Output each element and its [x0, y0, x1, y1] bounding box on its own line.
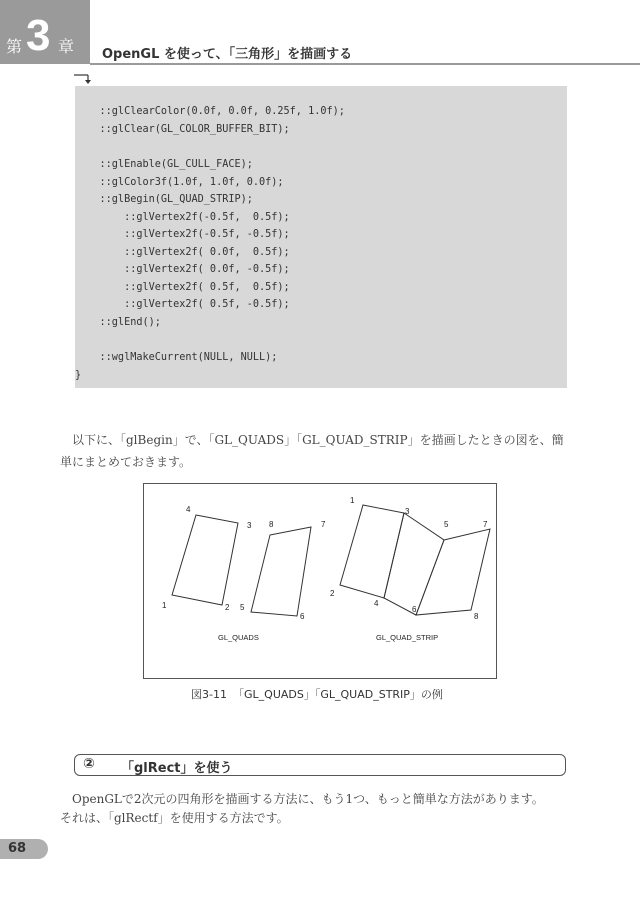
- code-line: ::glVertex2f( 0.0f, 0.5f);: [75, 247, 290, 258]
- code-line: ::glEnable(GL_CULL_FACE);: [75, 159, 253, 170]
- code-line: ::glVertex2f( 0.5f, -0.5f);: [75, 299, 290, 310]
- figure-caption: [0, 686, 640, 702]
- vertex-label: 1: [350, 496, 355, 505]
- code-block: [75, 86, 567, 388]
- strip-segment-3: [416, 529, 490, 615]
- vertex-label: 2: [225, 603, 230, 612]
- page-number-tab: [0, 839, 48, 859]
- code-line: ::glClear(GL_COLOR_BUFFER_BIT);: [75, 124, 290, 135]
- code-line: ::glEnd();: [75, 317, 161, 328]
- section-title: 「glRect」を使う: [121, 761, 233, 776]
- vertex-label: 3: [405, 507, 410, 516]
- section-number: ②: [83, 756, 95, 772]
- vertex-label: 4: [186, 505, 191, 514]
- body-paragraph-line: OpenGLで2次元の四角形を描画する方法に、もう1つ、もっと簡単な方法があります。: [60, 792, 544, 806]
- vertex-label: 1: [162, 601, 167, 610]
- strip-segment-1: [340, 505, 404, 598]
- page-number: 68: [8, 841, 27, 856]
- figure-caption-text: 「GL_QUADS」「GL_QUAD_STRIP」の例: [233, 688, 443, 701]
- figure-caption-number: 図3-11: [191, 688, 228, 701]
- figure-box: [143, 483, 497, 679]
- chapter-suffix: 章: [58, 37, 75, 56]
- section-heading: [74, 754, 566, 776]
- continuation-arrow-icon: [73, 72, 91, 84]
- vertex-label: 8: [474, 612, 479, 621]
- vertex-label: 5: [240, 603, 245, 612]
- quad-strip-label: GL_QUAD_STRIP: [376, 633, 439, 642]
- vertex-label: 3: [247, 521, 252, 530]
- vertex-label: 2: [330, 589, 335, 598]
- header-rule: [90, 63, 640, 65]
- vertex-label: 7: [483, 520, 488, 529]
- quads-label: GL_QUADS: [218, 633, 259, 642]
- vertex-label: 6: [300, 612, 305, 621]
- vertex-label: 4: [374, 599, 379, 608]
- code-line: ::glVertex2f( 0.0f, -0.5f);: [75, 264, 290, 275]
- code-line: ::glVertex2f( 0.5f, 0.5f);: [75, 282, 290, 293]
- code-line: ::glVertex2f(-0.5f, -0.5f);: [75, 229, 290, 240]
- chapter-number: 3: [26, 11, 51, 60]
- chapter-tab: [0, 0, 90, 64]
- vertex-label: 5: [444, 520, 449, 529]
- chapter-title: OpenGL を使って、「三角形」を描画する: [102, 47, 353, 62]
- body-paragraph-line: 以下に、「glBegin」で、「GL_QUADS」「GL_QUAD_STRIP」を描画したときの図を、簡: [60, 433, 564, 447]
- quad-shape-1: [172, 515, 238, 605]
- vertex-label: 8: [269, 520, 274, 529]
- code-line: ::wglMakeCurrent(NULL, NULL);: [75, 352, 278, 363]
- code-line: ::glColor3f(1.0f, 1.0f, 0.0f);: [75, 177, 284, 188]
- code-line: ::glVertex2f(-0.5f, 0.5f);: [75, 212, 290, 223]
- code-line: }: [75, 370, 82, 381]
- chapter-prefix: 第: [6, 37, 23, 56]
- vertex-label: 7: [321, 520, 326, 529]
- code-line: ::glBegin(GL_QUAD_STRIP);: [75, 194, 253, 205]
- vertex-label: 6: [412, 605, 417, 614]
- code-line: ::glClearColor(0.0f, 0.0f, 0.25f, 1.0f);: [75, 106, 345, 117]
- quad-shape-2: [251, 527, 311, 616]
- body-paragraph-line: それは、「glRectf」を使用する方法です。: [60, 811, 289, 825]
- quads-diagram: [144, 484, 498, 680]
- body-paragraph-line: 単にまとめておきます。: [60, 455, 192, 469]
